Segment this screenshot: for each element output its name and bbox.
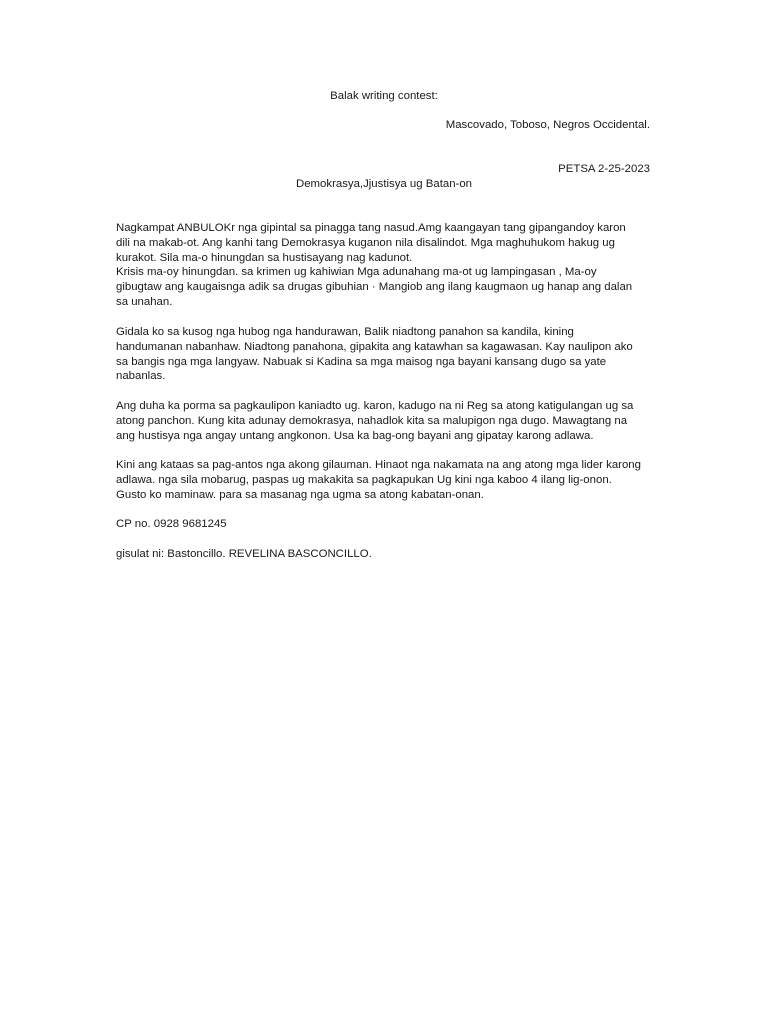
date-line: PETSA 2-25-2023 xyxy=(558,163,650,175)
text-line: dili na makab-ot. Ang kanhi tang Demokrasya kuganon nila disalindot. Mga maghuhukom hakug ug xyxy=(116,236,615,249)
text-line: Kini ang kataas sa pag-antos nga akong gilauman. Hinaot nga nakamata na ang atong mga lider karong xyxy=(116,459,641,471)
paragraph-3 xyxy=(116,399,656,443)
text-line: sa bangis nga mga langyaw. Nabuak si Kadina sa mga maisog nga bayani kansang dugo sa yate xyxy=(116,355,607,368)
text-line: Krisis ma-oy hinungdan. sa krimen ug kahiwian Mga adunahang ma-ot ug lampingasan , Ma-oy xyxy=(116,266,597,279)
author-line: gisulat ni: Bastoncillo. REVELINA BASCONCILLO. xyxy=(116,548,372,560)
paragraph-4 xyxy=(116,458,656,502)
text-line: kurakot. Sila ma-o hinungdan sa hustisayang nag kadunot. xyxy=(116,251,413,264)
location-line: Mascovado, Toboso, Negros Occidental. xyxy=(445,119,650,131)
document-title: Balak writing contest: xyxy=(330,90,438,102)
text-line: atong panchon. Kung kita adunay demokrasya, nahadlok kita sa malupigon nga dugo. Mawagtang na xyxy=(116,414,628,427)
text-line: gibugtaw ang kaugaisnga adik sa drugas gibuhian · Mangiob ang ilang kaugmaon ug hanap ang dalan xyxy=(116,281,633,294)
text-line: Gidala ko sa kusog nga hubog nga handurawan, Balik niadtong panahon sa kandila, kining xyxy=(116,326,574,338)
text-line: Gusto ko maminaw. para sa masanag nga ugma sa atong kabatan-onan. xyxy=(116,488,484,501)
text-line: nabanlas. xyxy=(116,370,166,383)
text-line: ang hustisya nga angay untang angkonon. Usa ka bag-ong bayani ang gipatay karong adlawa. xyxy=(116,429,594,442)
poem-subtitle: Demokrasya,Jjustisya ug Batan-on xyxy=(295,178,472,190)
paragraph-2 xyxy=(116,325,656,384)
text-line: Nagkampat ANBULOKr nga gipintal sa pinagga tang nasud.Amg kaangayan tang gipangandoy karon xyxy=(116,222,626,234)
text-line: sa unahan. xyxy=(116,295,173,308)
text-line: handumanan nabanhaw. Niadtong panahona, gipakita ang katawhan sa kagawasan. Kay naulipon ako xyxy=(116,340,633,353)
contact-line: CP no. 0928 9681245 xyxy=(116,518,227,530)
text-line: adlawa. nga sila mobarug, paspas ug makakita sa pagkapukan Ug kini nga kaboo 4 ilang lig-onon. xyxy=(116,473,612,486)
paragraph-1 xyxy=(116,221,656,310)
text-line: Ang duha ka porma sa pagkaulipon kaniadto ug. karon, kadugo na ni Reg sa atong katigulangan ug sa xyxy=(116,400,634,412)
